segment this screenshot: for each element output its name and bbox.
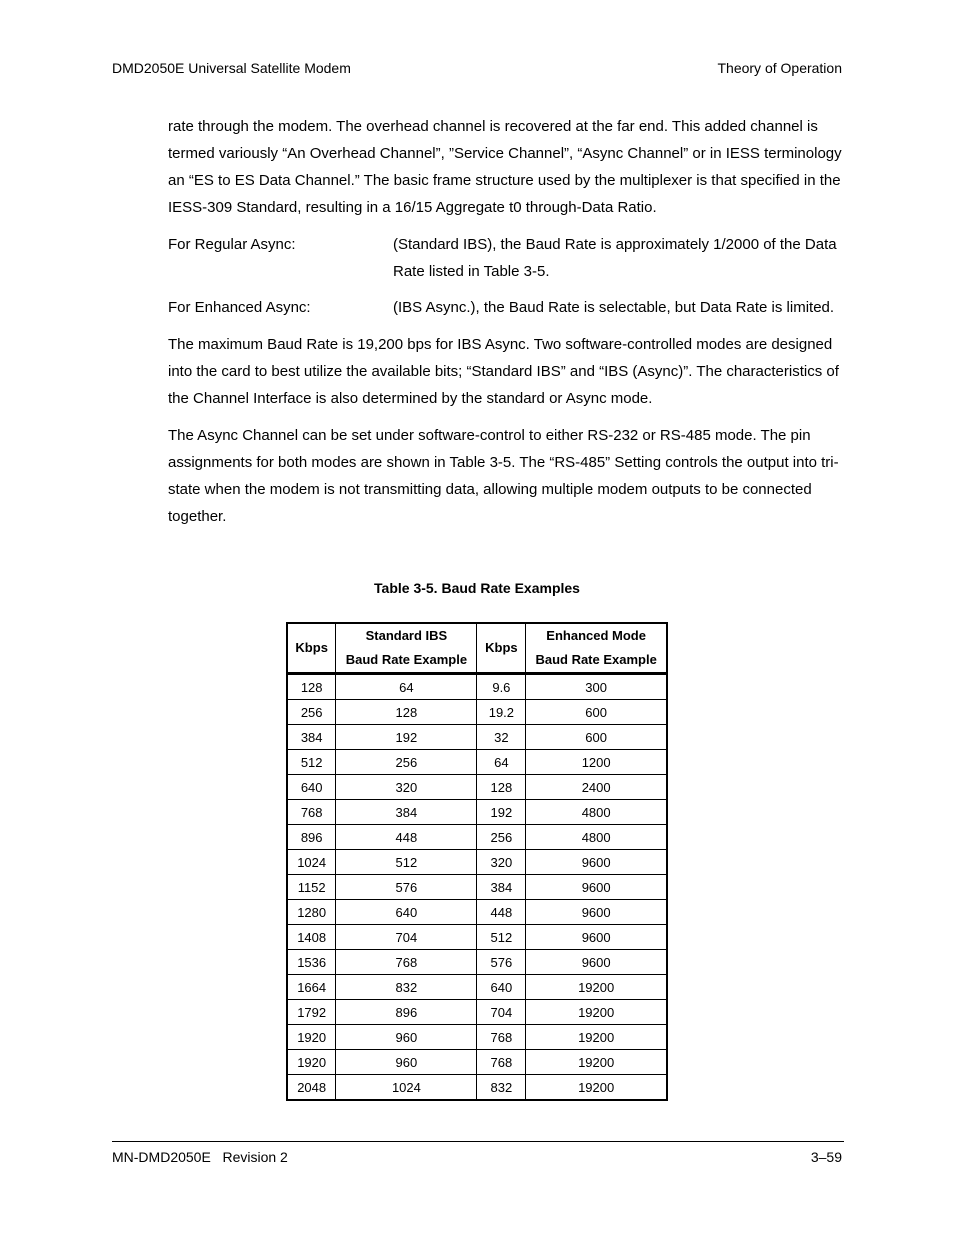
header-line: Standard IBS <box>365 628 448 643</box>
definition-desc: (IBS Async.), the Baud Rate is selectable, but Data Rate is limited. <box>393 299 835 316</box>
table-header-row <box>287 623 667 674</box>
table-row <box>287 1075 667 1101</box>
footer-page-number: 3–59 <box>810 1149 842 1165</box>
paragraph-max-baud: The maximum Baud Rate is 19,200 bps for IBS Async. Two software-controlled modes are designed into the card to best utilize the available bits; “Standard IBS” and “IBS (Async)”. The characteristics of the Channel Interface is also determined by the standard or Async mode. <box>168 336 839 407</box>
table-row <box>287 975 667 1000</box>
table-cell: 9600 <box>526 900 667 925</box>
footer-doc-id: MN-DMD2050E Revision 2 <box>112 1149 288 1165</box>
table-row <box>287 725 667 750</box>
table-row <box>287 950 667 975</box>
header-line: Baud Rate Example <box>345 652 468 667</box>
table-cell: 4800 <box>526 825 667 850</box>
table-cell: 896 <box>336 1000 477 1025</box>
table-cell: 1408 <box>287 925 336 950</box>
table-cell: 768 <box>477 1050 526 1075</box>
header-section: Theory of Operation <box>717 60 842 76</box>
definition-term: For Enhanced Async: <box>168 299 311 316</box>
table-cell: 9600 <box>526 925 667 950</box>
header-line: Enhanced Mode <box>546 628 646 643</box>
table-cell: 64 <box>336 674 477 700</box>
table-row <box>287 750 667 775</box>
header-line: Baud Rate Example <box>535 652 657 667</box>
table-cell: 9600 <box>526 850 667 875</box>
table-cell: 1920 <box>287 1025 336 1050</box>
table-cell: 320 <box>477 850 526 875</box>
table-cell: 768 <box>477 1025 526 1050</box>
table-row <box>287 1025 667 1050</box>
table-cell: 19200 <box>526 1075 667 1101</box>
table-cell: 19200 <box>526 1025 667 1050</box>
table-row <box>287 674 667 700</box>
table-row <box>287 825 667 850</box>
definition-desc: (Standard IBS), the Baud Rate is approximately 1/2000 of the Data Rate listed in Table 3-5. <box>393 236 837 280</box>
table-cell: 960 <box>336 1050 477 1075</box>
table-cell: 256 <box>287 700 336 725</box>
table-cell: 512 <box>336 850 477 875</box>
table-cell: 576 <box>477 950 526 975</box>
table-cell: 1536 <box>287 950 336 975</box>
table-cell: 4800 <box>526 800 667 825</box>
table-cell: 192 <box>336 725 477 750</box>
table-cell: 128 <box>477 775 526 800</box>
table-cell: 320 <box>336 775 477 800</box>
table-cell: 1200 <box>526 750 667 775</box>
header-kbps-1: Kbps <box>287 623 336 674</box>
table-cell: 704 <box>477 1000 526 1025</box>
table-cell: 1664 <box>287 975 336 1000</box>
table-cell: 600 <box>526 700 667 725</box>
table-cell: 9600 <box>526 950 667 975</box>
table-cell: 384 <box>287 725 336 750</box>
table-cell: 512 <box>477 925 526 950</box>
table-cell: 640 <box>477 975 526 1000</box>
table-cell: 448 <box>477 900 526 925</box>
table-cell: 128 <box>336 700 477 725</box>
table-cell: 1024 <box>287 850 336 875</box>
table-row <box>287 875 667 900</box>
table-cell: 19200 <box>526 1000 667 1025</box>
paragraph-async-channel: The Async Channel can be set under software-control to either RS-232 or RS-485 mode. The pin assignments for both modes are shown in Table 3-5. The “RS-485” Setting controls the output into tri-state when the modem is not transmitting data, allowing multiple modem outputs to be connected together. <box>168 427 839 525</box>
table-cell: 256 <box>336 750 477 775</box>
table-cell: 448 <box>336 825 477 850</box>
table-cell: 704 <box>336 925 477 950</box>
table-cell: 9.6 <box>477 674 526 700</box>
header-kbps-2: Kbps <box>477 623 526 674</box>
table-cell: 600 <box>526 725 667 750</box>
table-cell: 19.2 <box>477 700 526 725</box>
table-cell: 2048 <box>287 1075 336 1101</box>
table-row <box>287 1050 667 1075</box>
async-definitions <box>168 231 844 321</box>
definition-enhanced-async <box>168 294 844 321</box>
header-title: DMD2050E Universal Satellite Modem <box>112 60 351 76</box>
table-cell: 19200 <box>526 975 667 1000</box>
table-row <box>287 850 667 875</box>
header-standard-ibs <box>336 623 477 674</box>
table-cell: 300 <box>526 674 667 700</box>
table-cell: 19200 <box>526 1050 667 1075</box>
table-cell: 256 <box>477 825 526 850</box>
table-cell: 1152 <box>287 875 336 900</box>
table-cell: 768 <box>287 800 336 825</box>
definition-term: For Regular Async: <box>168 236 296 253</box>
baud-rate-table <box>286 622 668 1101</box>
table-row <box>287 800 667 825</box>
definition-regular-async <box>168 231 844 285</box>
table-caption: Table 3-5. Baud Rate Examples <box>374 580 580 596</box>
table-cell: 896 <box>287 825 336 850</box>
table-cell: 832 <box>477 1075 526 1101</box>
paragraph-overhead-channel: rate through the modem. The overhead channel is recovered at the far end. This added channel is termed variously “An Overhead Channel”, ”Service Channel”, “Async Channel” or in IESS terminology an “ES to ES Data Channel.” The basic frame structure used by the multiplexer is that specified in the IESS-309 Standard, resulting in a 16/15 Aggregate t0 through-Data Ratio. <box>168 118 842 216</box>
table-cell: 32 <box>477 725 526 750</box>
table-cell: 960 <box>336 1025 477 1050</box>
table-cell: 640 <box>336 900 477 925</box>
table-cell: 1920 <box>287 1050 336 1075</box>
table-cell: 512 <box>287 750 336 775</box>
body-content <box>168 113 844 540</box>
table-cell: 1792 <box>287 1000 336 1025</box>
table-cell: 64 <box>477 750 526 775</box>
table-cell: 1280 <box>287 900 336 925</box>
footer-divider <box>112 1141 844 1142</box>
table-cell: 640 <box>287 775 336 800</box>
table-body <box>287 674 667 1101</box>
table-cell: 9600 <box>526 875 667 900</box>
table-cell: 1024 <box>336 1075 477 1101</box>
table-row <box>287 900 667 925</box>
table-cell: 384 <box>336 800 477 825</box>
table-cell: 384 <box>477 875 526 900</box>
table-cell: 192 <box>477 800 526 825</box>
table-cell: 128 <box>287 674 336 700</box>
table-row <box>287 700 667 725</box>
table-cell: 832 <box>336 975 477 1000</box>
table-cell: 576 <box>336 875 477 900</box>
table-cell: 768 <box>336 950 477 975</box>
table-row <box>287 925 667 950</box>
table-cell: 2400 <box>526 775 667 800</box>
table-row <box>287 1000 667 1025</box>
table-row <box>287 775 667 800</box>
header-enhanced-mode <box>526 623 667 674</box>
